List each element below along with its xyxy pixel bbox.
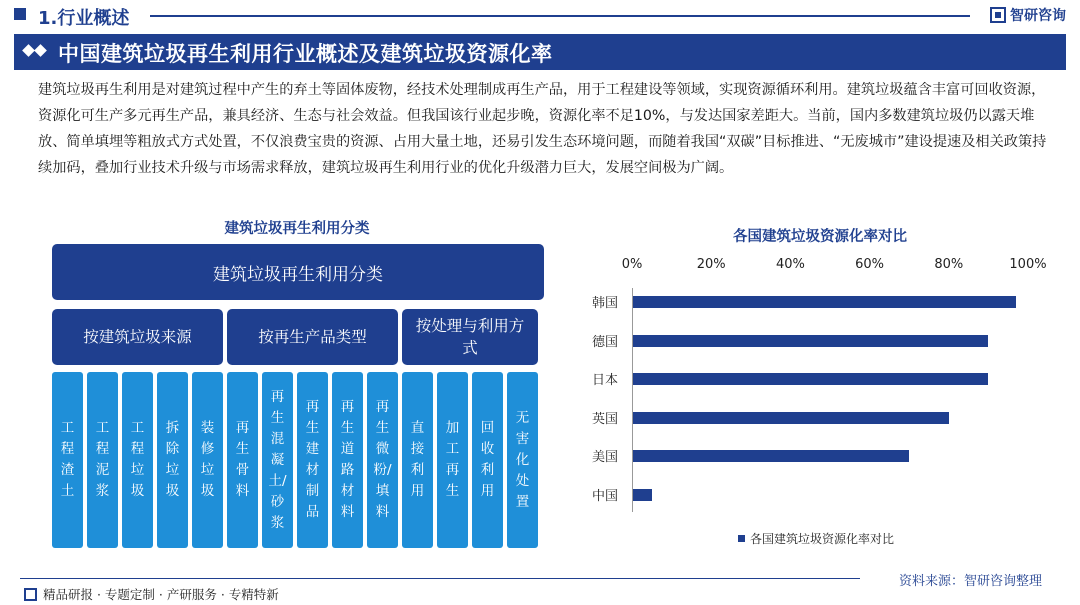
footer-logo-icon <box>24 588 37 601</box>
x-tick-label: 80% <box>934 257 964 272</box>
footer-tagline <box>24 585 279 603</box>
x-tick-label: 0% <box>621 257 643 272</box>
x-tick-label: 100% <box>1009 257 1047 272</box>
title-band <box>14 34 1066 70</box>
x-tick-label: 40% <box>775 257 805 272</box>
diagram-leaf-node: 无害化处置 <box>507 372 538 548</box>
brand-logo-icon <box>990 7 1006 23</box>
bar <box>632 489 652 501</box>
y-category-label: 韩国 <box>591 296 618 311</box>
diagram-category-node: 按再生产品类型 <box>227 309 398 365</box>
diagram-leaf-node: 拆除垃圾 <box>157 372 188 548</box>
diagram-leaf-node: 回收利用 <box>472 372 503 548</box>
y-category-label: 美国 <box>591 450 618 465</box>
bar <box>632 412 949 424</box>
brand <box>990 5 1066 25</box>
diamond-icon <box>24 46 45 55</box>
diagram-leaf-node: 再生骨料 <box>227 372 258 548</box>
bar <box>632 335 988 347</box>
y-category-label: 德国 <box>591 334 618 350</box>
diagram-category-node: 按处理与利用方式 <box>402 309 538 365</box>
diagram-title: 建筑垃圾再生利用分类 <box>224 221 370 237</box>
diagram-leaf-node: 直接利用 <box>402 372 433 548</box>
chart-title: 各国建筑垃圾资源化率对比 <box>733 229 907 245</box>
legend-label: 各国建筑垃圾资源化率对比 <box>750 532 895 546</box>
x-tick-label: 60% <box>855 257 885 272</box>
diagram-leaf-node: 装修垃圾 <box>192 372 223 548</box>
section-marker-icon <box>14 8 26 20</box>
diagram-category-node: 按建筑垃圾来源 <box>52 309 223 365</box>
section-title: 1.行业概述 <box>38 8 130 29</box>
legend-swatch <box>738 535 745 542</box>
brand-name: 智研咨询 <box>1010 8 1066 24</box>
diagram-leaf-node: 工程渣土 <box>52 372 83 548</box>
top-bar <box>0 0 1080 32</box>
diagram-leaf-node: 工程垃圾 <box>122 372 153 548</box>
diagram-leaf-node: 再生微粉/填料 <box>367 372 398 548</box>
top-divider <box>150 15 970 17</box>
bar <box>632 373 988 385</box>
diagram-root-node: 建筑垃圾再生利用分类 <box>52 244 544 300</box>
diagram-leaf-node: 再生混凝土/砂浆 <box>262 372 293 548</box>
footer-divider <box>20 578 860 579</box>
footer-tagline-text: 精品研报 · 专题定制 · 产研服务 · 专精特新 <box>43 587 279 602</box>
data-source: 资料来源：智研咨询整理 <box>898 574 1042 589</box>
x-tick-label: 20% <box>696 257 726 272</box>
diagram-leaf-node: 加工再生 <box>437 372 468 548</box>
intro-paragraph: 建筑垃圾再生利用是对建筑过程中产生的弃土等固体废物，经技术处理制成再生产品，用于工程建设等领域，实现资源循环利用。建筑垃圾蕴含丰富可回收资源，资源化可生产多元再生产品，兼具经济、生态与社会效益。但我国该行业起步晚，资源化率不足10%，与发达国家差距大。当前，国内多数建筑垃圾仍以露天堆放、简单填埋等粗放式方式处置，不仅浪费宝贵的资源、占用大量土地，还易引发生态环境问题，而随着我国“双碳”目标推进、“无废城市”建设提速及相关政策持续加码，叠加行业技术升级与市场需求释放，建筑垃圾再生利用行业的优化升级潜力巨大，发展空间极为广阔。 <box>38 82 1047 176</box>
y-category-label: 中国 <box>591 488 618 504</box>
chart-legend <box>738 530 894 547</box>
y-category-label: 英国 <box>591 411 618 427</box>
diagram-leaf-node: 再生道路材料 <box>332 372 363 548</box>
chart-y-axis <box>632 288 633 512</box>
diagram-leaf-node: 工程泥浆 <box>87 372 118 548</box>
bar <box>632 450 909 462</box>
y-category-label: 日本 <box>591 373 618 388</box>
diagram-leaf-node: 再生建材制品 <box>297 372 328 548</box>
page-title: 中国建筑垃圾再生利用行业概述及建筑垃圾资源化率 <box>58 42 553 66</box>
bar <box>632 296 1016 308</box>
